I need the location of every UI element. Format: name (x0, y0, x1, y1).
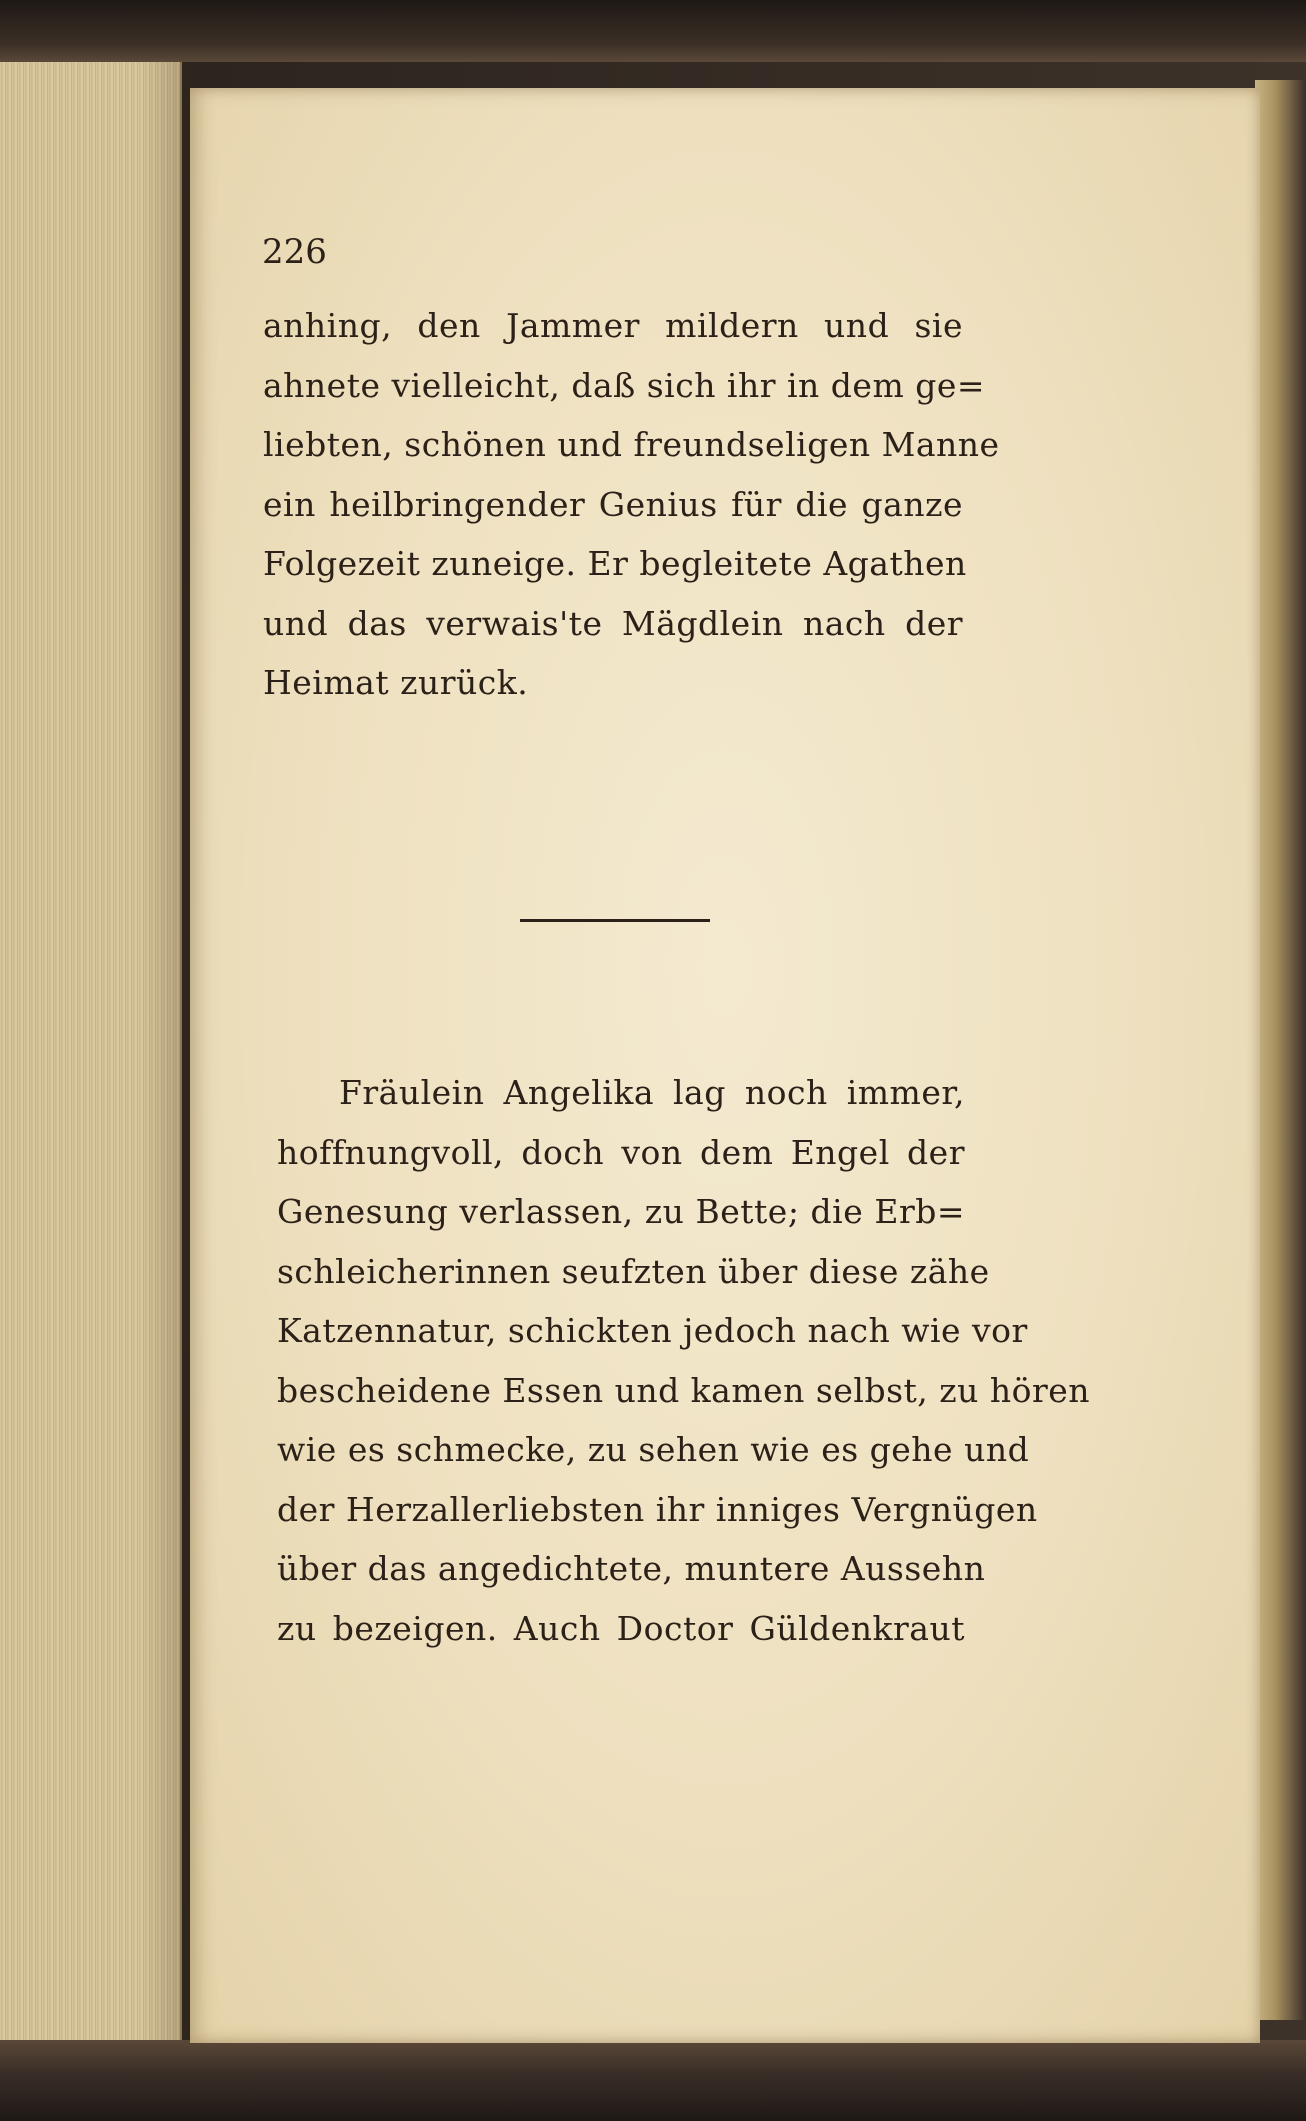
text-line: liebten, schönen und freundseligen Manne (263, 425, 1000, 464)
right-book-edge (1255, 80, 1306, 2020)
page-gutter-shadow (140, 62, 190, 2052)
bottom-binding (0, 2040, 1306, 2121)
text-line: Katzennatur, schickten jedoch nach wie vor (277, 1311, 1028, 1350)
text-line: ein heilbringender Genius für die ganze (263, 484, 963, 524)
paragraph-1 (263, 296, 1000, 713)
text-line: anhing, den Jammer mildern und sie (263, 306, 963, 345)
text-line: der Herzallerliebsten ihr inniges Vergnügen (277, 1489, 1038, 1529)
text-line: bescheidene Essen und kamen selbst, zu hören (277, 1370, 1091, 1410)
section-divider (520, 919, 710, 922)
text-line: schleicherinnen seufzten über diese zähe (277, 1251, 990, 1291)
text-line: über das angedichtete, muntere Aussehn (277, 1549, 986, 1588)
top-binding (0, 0, 1306, 62)
text-line: zu bezeigen. Auch Doctor Güldenkraut (277, 1608, 965, 1648)
text-line: Genesung verlassen, zu Bette; die Erb= (277, 1192, 965, 1231)
text-line: Folgezeit zuneige. Er begleitete Agathen (263, 544, 967, 583)
text-line: wie es schmecke, zu sehen wie es gehe und (277, 1430, 1030, 1469)
page-number: 226 (262, 232, 327, 272)
text-line: Heimat zurück. (263, 663, 529, 702)
text-line: Fräulein Angelika lag noch immer, (339, 1073, 965, 1112)
text-line: und das verwais'te Mägdlein nach der (263, 603, 963, 643)
paragraph-2 (277, 1063, 1091, 1658)
text-line: hoffnungvoll, doch von dem Engel der (277, 1132, 965, 1172)
text-line: ahnete vielleicht, daß sich ihr in dem ge= (263, 365, 986, 405)
